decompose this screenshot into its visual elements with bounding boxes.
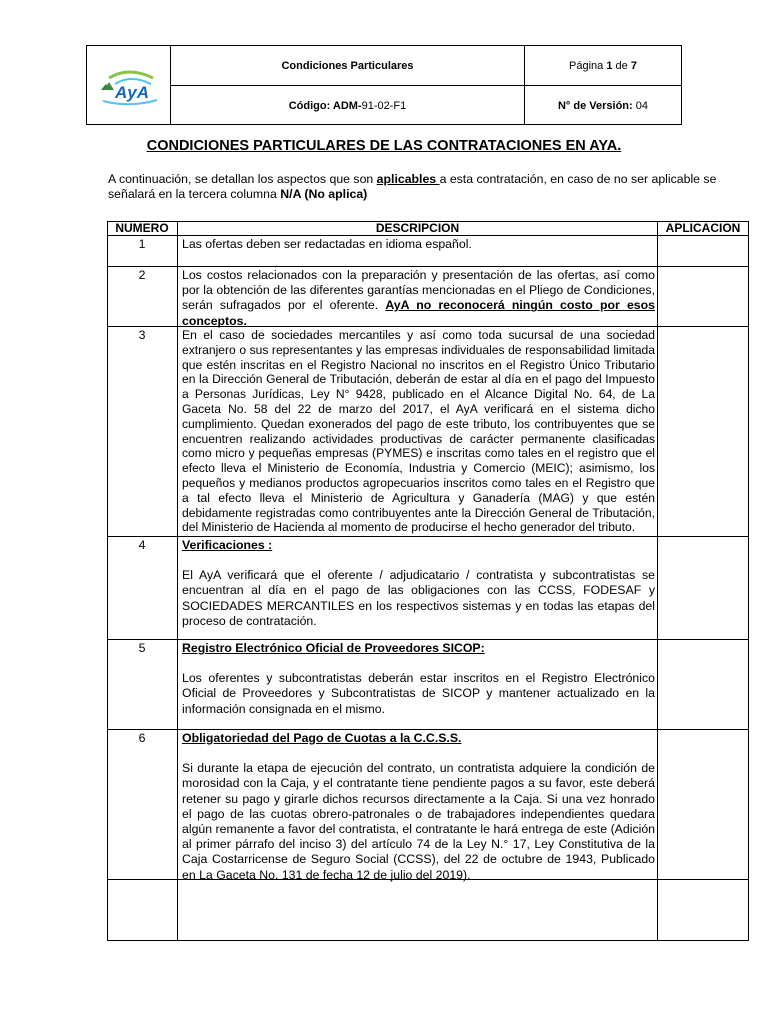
version-value: 04 bbox=[635, 99, 648, 112]
col-header-descripcion: DESCRIPCION bbox=[375, 221, 460, 235]
row-bold-text: AyA no reconocerá ningún costo por esos conceptos. bbox=[182, 298, 655, 328]
table-border bbox=[107, 940, 749, 941]
aya-logo bbox=[95, 64, 165, 108]
row-number: 5 bbox=[138, 641, 146, 655]
row-description bbox=[182, 641, 655, 717]
row-description bbox=[182, 328, 655, 535]
page-current: 1 bbox=[606, 59, 613, 72]
row-text: Las ofertas deben ser redactadas en idioma español. bbox=[182, 237, 472, 251]
table-border bbox=[107, 266, 749, 267]
table-border bbox=[177, 221, 178, 941]
row-heading: Verificaciones : bbox=[182, 538, 273, 552]
doc-code bbox=[171, 86, 524, 125]
table-border bbox=[107, 639, 749, 640]
doc-version bbox=[525, 86, 681, 125]
row-number: 4 bbox=[138, 538, 146, 552]
intro-text: A continuación, se detallan los aspectos que son bbox=[108, 172, 377, 186]
row-heading: Registro Electrónico Oficial de Proveedores SICOP: bbox=[182, 641, 485, 655]
row-description bbox=[182, 268, 655, 329]
col-header-aplicacion: APLICACION bbox=[665, 221, 741, 235]
row-description bbox=[182, 731, 655, 883]
table-border bbox=[107, 235, 749, 236]
doc-title: Condiciones Particulares bbox=[281, 59, 414, 72]
row-text: Los oferentes y subcontratistas deberán estar inscritos en el Registro Electrónico Oficial de Proveedores y Subcontratistas de SICOP y mantener actualizado en la información consignada en el mismo. bbox=[182, 671, 655, 716]
page-title: CONDICIONES PARTICULARES DE LAS CONTRATACIONES EN AYA. bbox=[146, 138, 622, 154]
version-label: N° de Versión: bbox=[557, 99, 633, 112]
intro-bold-na: N/A (No aplica) bbox=[280, 187, 368, 201]
table-border bbox=[107, 729, 749, 730]
row-text: En el caso de sociedades mercantiles y así como toda sucursal de una sociedad extranjero o sus representantes y las empresas individuales de responsabilidad limitada que estén inscritas en el Registro Nacional no inscritos en el Registro Único Tributario en la Dirección General de Tributación, deberán de estar al día en el pago del Impuesto a Personas Jurídicas, Ley N° 9428, publicado en el Alcance Digital No. 64, de La Gaceta No. 58 del 22 de marzo del 2017, el AyA verificará en el sistema dicho cumplimiento. Quedan exonerados del pago de este tributo, los contribuyentes que se encuentren realizando actividades productivas de carácter permanente clasificadas como micro y pequeñas empresas (PYMES) e inscritas como tales en el registro que el efecto lleva el Ministerio de Economía, Industria y Comercio (MEIC); asimismo, los pequeños y medianos productos agropecuarios inscritos como tales en el Registro que a tal efecto lleva el Ministerio de Agricultura y Ganadería (MAG) y que estén debidamente registradas como contribuyentes ante la Dirección General de Tributación, del Ministerio de Hacienda al momento de producirse el hecho generador del tributo. bbox=[182, 328, 655, 535]
intro-bold: aplicables bbox=[376, 172, 440, 186]
document-header bbox=[86, 45, 682, 125]
row-number: 2 bbox=[138, 268, 146, 282]
code-value: 91-02-F1 bbox=[361, 99, 407, 112]
row-number: 6 bbox=[138, 731, 146, 745]
col-header-numero: NUMERO bbox=[115, 221, 169, 235]
table-border bbox=[748, 221, 749, 941]
row-text: Si durante la etapa de ejecución del contrato, un contratista adquiere la condición de morosidad con la Caja, y el contratante tiene pendiente pagos a su favor, este deberá retener su pago y girarle dichos recursos directamente a la Caja. Si una vez honrado el pago de las cuotas obrero-patronales o de trabajadores independientes quedara algún remanente a favor del contratista, el contratante le hará entrega de este (Adición al primer párrafo del inciso 3) del artículo 74 de la Ley N.° 17, Ley Constitutiva de la Caja Costarricense de Seguro Social (CCSS), del 22 de octubre de 1943, Publicado en La Gaceta No. 131 de fecha 12 de julio del 2019). bbox=[182, 761, 655, 882]
page-label: Página bbox=[569, 59, 604, 72]
row-description bbox=[182, 237, 655, 252]
logo-text: AyA bbox=[115, 83, 150, 102]
row-number: 3 bbox=[138, 328, 146, 342]
page-indicator bbox=[525, 46, 681, 85]
row-description bbox=[182, 538, 655, 629]
row-text: Los costos relacionados con la preparación y presentación de las ofertas, así como por la obtención de las diferentes garantías mencionadas en el Pliego de Condiciones, serán sufragados por el oferente. bbox=[182, 268, 655, 313]
intro-paragraph bbox=[108, 172, 748, 202]
intro-text: a esta contratación, en caso de no ser aplicable se señalará en la tercera columna bbox=[108, 172, 717, 201]
row-heading: Obligatoriedad del Pago de Cuotas a la C.C.S.S. bbox=[182, 731, 462, 745]
table-border bbox=[657, 221, 658, 941]
page-of: de bbox=[615, 59, 628, 72]
table-border bbox=[107, 536, 749, 537]
row-number: 1 bbox=[138, 237, 146, 251]
conditions-table bbox=[107, 221, 749, 941]
code-label: Código: ADM- bbox=[288, 99, 362, 112]
row-text: El AyA verificará que el oferente / adjudicatario / contratista y subcontratistas se encuentran al día en el pago de las obligaciones con las CCSS, FODESAF y SOCIEDADES MERCANTILES en los respectivos sistemas y en todas las etapas del proceso de contratación. bbox=[182, 568, 655, 628]
page-total: 7 bbox=[630, 59, 637, 72]
